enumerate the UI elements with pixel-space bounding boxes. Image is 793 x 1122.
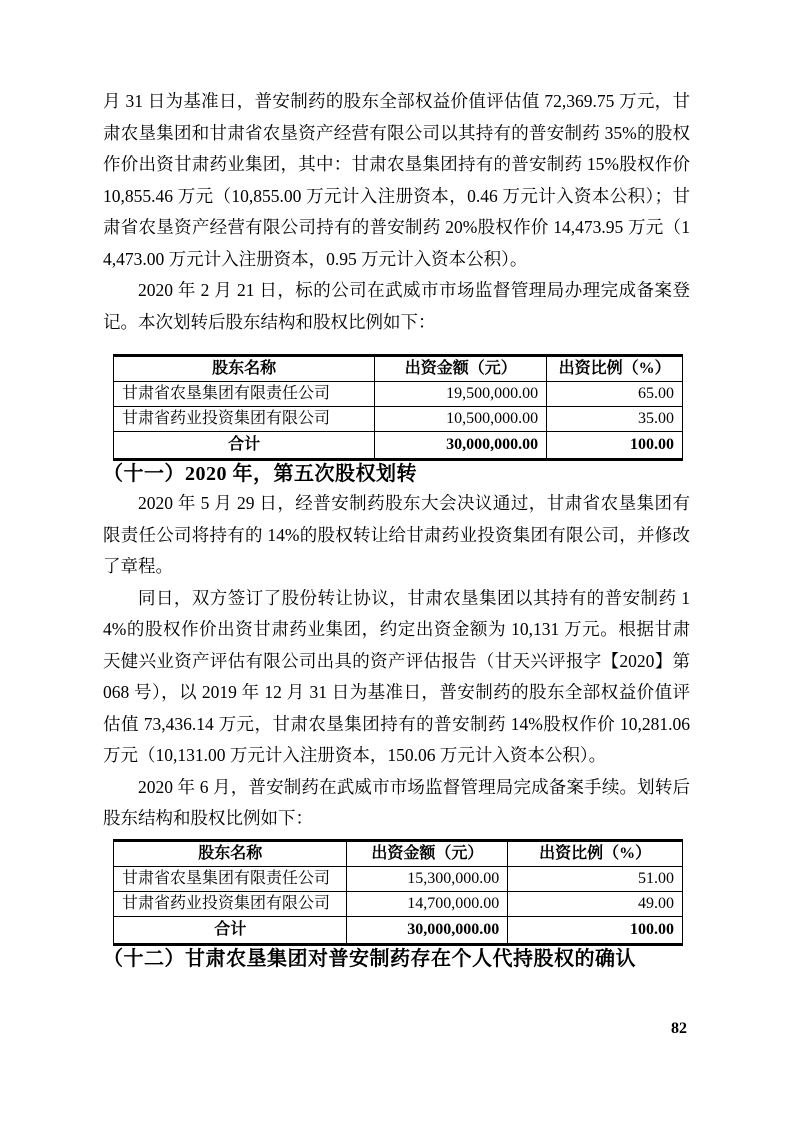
contribution-ratio: 65.00 bbox=[547, 382, 683, 407]
table-header-row bbox=[114, 840, 683, 866]
table-row bbox=[114, 891, 683, 916]
section-heading-11: （十一）2020 年，第五次股权划转 bbox=[103, 463, 417, 485]
contribution-ratio: 51.00 bbox=[508, 866, 683, 891]
total-label: 合计 bbox=[114, 432, 375, 460]
table-total-row bbox=[114, 432, 683, 460]
table-row bbox=[114, 866, 683, 891]
paragraph-filing-2020-02: 2020 年 2 月 21 日，标的公司在武威市市场监督管理局办理完成备案登记。本次划转后股东结构和股权比例如下： bbox=[103, 280, 690, 332]
paragraph-transfer-agreement: 同日，双方签订了股份转让协议，甘肃农垦集团以其持有的普安制药 14%的股权作价出资甘肃药业集团，约定出资金额为 10,131 万元。根据甘肃天健兴业资产评估有限公司出具的资产评估报告（甘天兴评报字【2020】第 068 号），以 2019 年 12 月 31 日为基准日，普安制药的股东全部权益价值评估值 73,436.14 万元，甘肃农垦集团持有的普安制药 14%股权作价 10,281.06 万元（10,131.00 万元计入注册资本，150.06 万元计入资本公积）。 bbox=[103, 587, 690, 765]
contribution-amount: 14,700,000.00 bbox=[347, 891, 508, 916]
shareholder-table-after-transfer-1 bbox=[113, 354, 683, 461]
table-header-row bbox=[114, 356, 683, 382]
total-ratio: 100.00 bbox=[508, 916, 683, 944]
paragraph-resolution-2020-05: 2020 年 5 月 29 日，经普安制药股东大会决议通过，甘肃省农垦集团有限责任公司将持有的 14%的股权转让给甘肃药业投资集团有限公司，并修改了章程。 bbox=[103, 493, 690, 576]
contribution-amount: 10,500,000.00 bbox=[375, 407, 547, 432]
paragraph-filing-2020-06: 2020 年 6 月，普安制药在武威市市场监督管理局完成备案手续。划转后股东结构和股权比例如下： bbox=[103, 776, 690, 828]
shareholder-name: 甘肃省药业投资集团有限公司 bbox=[114, 891, 347, 916]
shareholder-table-after-transfer-2 bbox=[113, 839, 683, 946]
table-row bbox=[114, 382, 683, 407]
paragraph-valuation-continuation: 月 31 日为基准日，普安制药的股东全部权益价值评估值 72,369.75 万元，甘肃农垦集团和甘肃省农垦资产经营有限公司以其持有的普安制药 35%的股权作价出资甘肃药业集团，其中：甘肃农垦集团持有的普安制药 15%股权作价 10,855.46 万元（10,855.00 万元计入注册资本，0.46 万元计入资本公积）；甘肃省农垦资产经营有限公司持有的普安制药 20%股权作价 14,473.95 万元（14,473.00 万元计入注册资本，0.95 万元计入资本公积）。 bbox=[103, 91, 690, 269]
shareholder-name: 甘肃省农垦集团有限责任公司 bbox=[114, 382, 375, 407]
total-amount: 30,000,000.00 bbox=[375, 432, 547, 460]
col-header-contribution-amount: 出资金额（元） bbox=[347, 840, 508, 866]
shareholder-name: 甘肃省农垦集团有限责任公司 bbox=[114, 866, 347, 891]
contribution-ratio: 35.00 bbox=[547, 407, 683, 432]
contribution-ratio: 49.00 bbox=[508, 891, 683, 916]
contribution-amount: 19,500,000.00 bbox=[375, 382, 547, 407]
total-amount: 30,000,000.00 bbox=[347, 916, 508, 944]
total-label: 合计 bbox=[114, 916, 347, 944]
col-header-contribution-ratio: 出资比例（%） bbox=[547, 356, 683, 382]
col-header-shareholder-name: 股东名称 bbox=[114, 356, 375, 382]
total-ratio: 100.00 bbox=[547, 432, 683, 460]
section-heading-12: （十二）甘肃农垦集团对普安制药存在个人代持股权的确认 bbox=[103, 947, 636, 970]
contribution-amount: 15,300,000.00 bbox=[347, 866, 508, 891]
page-number: 82 bbox=[671, 1020, 687, 1037]
table-total-row bbox=[114, 916, 683, 944]
table-row bbox=[114, 407, 683, 432]
col-header-contribution-ratio: 出资比例（%） bbox=[508, 840, 683, 866]
shareholder-name: 甘肃省药业投资集团有限公司 bbox=[114, 407, 375, 432]
col-header-contribution-amount: 出资金额（元） bbox=[375, 356, 547, 382]
col-header-shareholder-name: 股东名称 bbox=[114, 840, 347, 866]
